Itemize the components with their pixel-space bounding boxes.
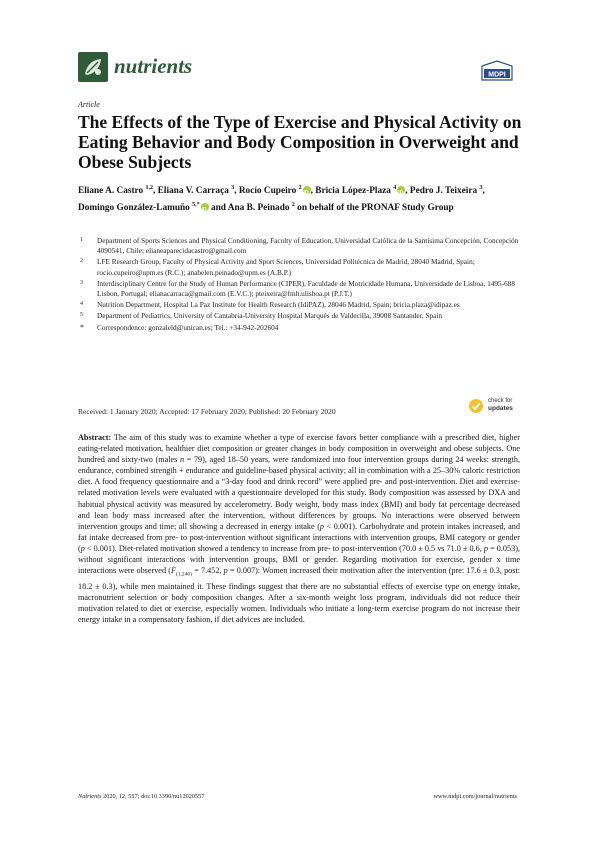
affiliation-number: 5 (80, 312, 83, 319)
affiliation-text: Department of Sports Sciences and Physical Conditioning, Faculty of Education, Universidad Católica de la Santísima Concepción, Concepción 4090541, Chile; elianeaparecidacastro@gmail.com (97, 236, 519, 256)
affiliation-item (78, 300, 523, 310)
affiliation-list (78, 236, 523, 334)
author-separator: , (153, 186, 158, 197)
affiliation-number: 1 (80, 237, 83, 243)
affiliation-number: 2 (80, 258, 83, 265)
check-updates-line2: updates (488, 405, 513, 412)
mdpi-logo-icon (476, 60, 518, 84)
article-type: Article (78, 100, 100, 109)
affiliation-item (78, 279, 523, 299)
author-list (78, 181, 518, 215)
journal-logo-icon (78, 52, 108, 82)
affiliation-number: 3 (80, 279, 83, 286)
affiliation-item (78, 236, 523, 256)
abstract: Abstract: The aim of this study was to examine whether a type of exercise favors better compliance with a prescribed diet, higher eating-related motivation, healthier diet composition or greater changes in body composition in overweight and obese subjects. One hundred and sixty-two (males n = 79), aged 18–50 years, were randomized into four intervention groups during 24 weeks: strength, endurance, combined strength + endurance and guideline-based physical activity; all in combination with a 25–30% caloric restriction diet. A food frequency questionnaire and a “3-day food and drink record” were applied pre- and post-intervention. Diet and exercise-related motivation levels were evaluated with a questionnaire developed for this study. Body composition was assessed by DXA and habitual physical activity was measured by accelerometry. Body weight, body mass index (BMI) and body fat percentage decreased and lean body mass increased after the intervention, without differences by groups. No interactions were observed between intervention groups and time; all showing a decreased in energy intake (p < 0.001). Carbohydrate and protein intakes increased, and fat intake decreased from pre- to post-intervention without significant interactions with intervention groups, BMI category or gender (p < 0.001). Diet-related motivation showed a tendency to increase from pre- to post-intervention (70.0 ± 0.5 vs 71.0 ± 0.6, p = 0.053), without significant interactions with intervention groups, BMI or gender. Regarding motivation for exercise, gender x time interactions were observed ($F_{(1,246)} = 7.452$, p = 0.007): Women increased their motivation after the intervention (pre: 17.6 ± 0.3, post: 18.2 ± 0.3), while men maintained it. These findings suggest that there are no substantial effects of exercise type on energy intake, macronutrient selection or body composition changes. After a six-month weight loss program, individuals did not reduce their motivation related to diet or exercise, especially women. Individuals who initiate a long-term exercise program do not increase their energy intake in a compensatory fashion, if diet advices are included. (78, 433, 520, 625)
check-for-updates-badge[interactable] (468, 396, 528, 418)
author-name[interactable]: Ana B. Peinado (227, 203, 292, 214)
affiliation-item (78, 257, 523, 277)
publication-dates: Received: 1 January 2020; Accepted: 17 February 2020; Published: 20 February 2020 (78, 407, 336, 416)
journal-name: nutrients (114, 54, 193, 78)
affiliation-item (78, 311, 523, 321)
author-separator: , (234, 186, 239, 197)
author-name[interactable]: Domingo González-Lamuño (78, 203, 193, 214)
author-name[interactable]: Pedro J. Teixeira (409, 186, 480, 197)
orcid-icon[interactable] (201, 203, 209, 211)
mdpi-logo-text: MDPI (488, 71, 506, 79)
author-affiliation-mark: 3 (479, 185, 483, 191)
author-affiliation-mark: 2 (298, 185, 302, 191)
author-separator: on behalf of the PRONAF Study Group (294, 203, 454, 214)
affiliation-number: 4 (80, 301, 83, 308)
author-separator: and (208, 203, 228, 214)
correspondence-text[interactable]: Correspondence: gonzaleld@unican.es; Tel.: +34-942-202604 (97, 322, 279, 332)
author-affiliation-mark: 3 (231, 185, 235, 191)
author-affiliation-mark: 1,2 (145, 185, 153, 191)
article-title: The Effects of the Type of Exercise and Physical Activity on Eating Behavior and Body Composition in Overweight and Obese Subjects (78, 112, 522, 172)
author-affiliation-mark: 5,* (192, 202, 200, 209)
footer-journal-url[interactable]: www.mdpi.com/journal/nutrients (433, 793, 517, 800)
check-updates-line1: check for (488, 398, 513, 404)
abstract-label: Abstract: (78, 433, 112, 442)
author-name[interactable]: Eliana V. Carraça (157, 186, 232, 197)
affiliation-text: LFE Research Group, Faculty of Physical Activity and Sport Sciences, Universidad Politécnica de Madrid, 28040 Madrid, Spain; rocio.cupeiro@upm.es (R.C.); anabelen.peinado@upm.es (A.B.P.) (97, 257, 475, 277)
orcid-icon[interactable] (303, 186, 311, 194)
author-name[interactable]: Rocío Cupeiro (238, 186, 299, 197)
affiliation-text: Interdisciplinary Centre for the Study of Human Performance (CIPER), Faculdade de Motricidade Humana, Universidade de Lisboa, 1495-688 Lisbon, Portugal; elianacarraca@gmail.com (E.V.C.); pteixeira@fmh.ulisboa.pt (P.J.T.) (97, 278, 516, 299)
affiliation-text: Department of Pediatrics, University of Cantabria-University Hospital Marqués de Valdecilla, 39008 Santander, Spain (97, 311, 443, 321)
author-separator: , (405, 186, 410, 197)
affiliation-text: Nutrition Department, Hospital La Paz Institute for Health Research (IdiPAZ), 28046 Madrid, Spain; bricia.plaza@idipaz.es (97, 300, 460, 310)
author-name[interactable]: Eliane A. Castro (78, 186, 146, 197)
author-affiliation-mark: 2 (291, 202, 295, 209)
author-name[interactable]: Bricia López-Plaza (315, 186, 394, 197)
footer-citation: Nutrients 2020, 12, 557; doi:10.3390/nu12020557 (78, 793, 205, 800)
correspondence-mark: * (80, 322, 84, 332)
author-separator: , (310, 186, 316, 197)
author-affiliation-mark: 4 (393, 185, 397, 191)
author-separator: , (482, 186, 485, 197)
correspondence (78, 323, 523, 333)
check-updates-icon (468, 398, 484, 414)
